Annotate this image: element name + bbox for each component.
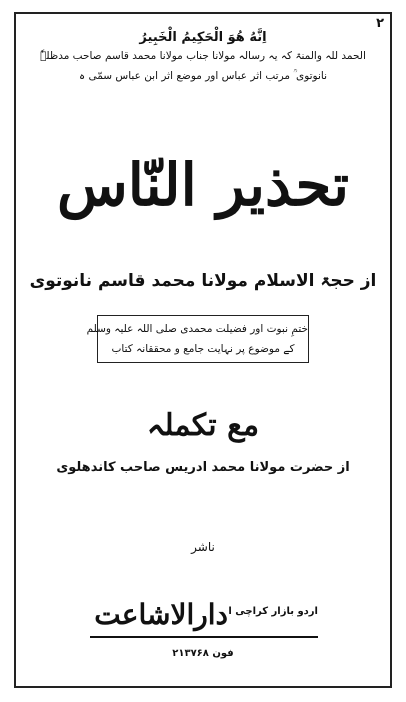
- intro-line-2: نانوتوی ؒ مرتب اثر عباس اور موضع اثر ابن عباس سمّی ہ: [78, 70, 328, 82]
- intro-line-1: الحمد للہ والمنۃ کہ یہ رسالہ مولانا جناب مولانا محمد قاسم صاحب مدظلہٗ: [40, 50, 366, 62]
- publisher-block: [90, 598, 318, 638]
- subject-box: [86, 315, 309, 363]
- corner-mark: ۲: [376, 16, 384, 31]
- publisher-label: ناشر: [191, 540, 215, 554]
- supplement-author: از حضرت مولانا محمد ادریس صاحب کاندھلوی: [56, 460, 350, 475]
- subject-line-2: کے موضوع پر نہایت جامع و محققانہ کتاب: [111, 343, 295, 355]
- publisher-address: اردو بازار کراچی ا: [228, 606, 318, 617]
- publisher-underline: [90, 636, 318, 638]
- phone-number: فون ۲۱۳۷۶۸: [172, 648, 234, 659]
- author-line: از حجۃ الاسلام مولانا محمد قاسم نانوتوی: [29, 271, 377, 291]
- subject-line-1: ختمِ نبوت اور فضیلت محمدی صلی اللہ علیہ وسلم: [86, 323, 308, 335]
- supplement-title: مع تکملہ: [146, 408, 260, 443]
- invocation: اِنَّهُ هُوَ الْحَكِيمُ الْخَبِيرُ: [139, 30, 267, 45]
- publisher-name: دارالاشاعت: [94, 598, 228, 631]
- book-title: تحذیر النّاس: [56, 151, 350, 219]
